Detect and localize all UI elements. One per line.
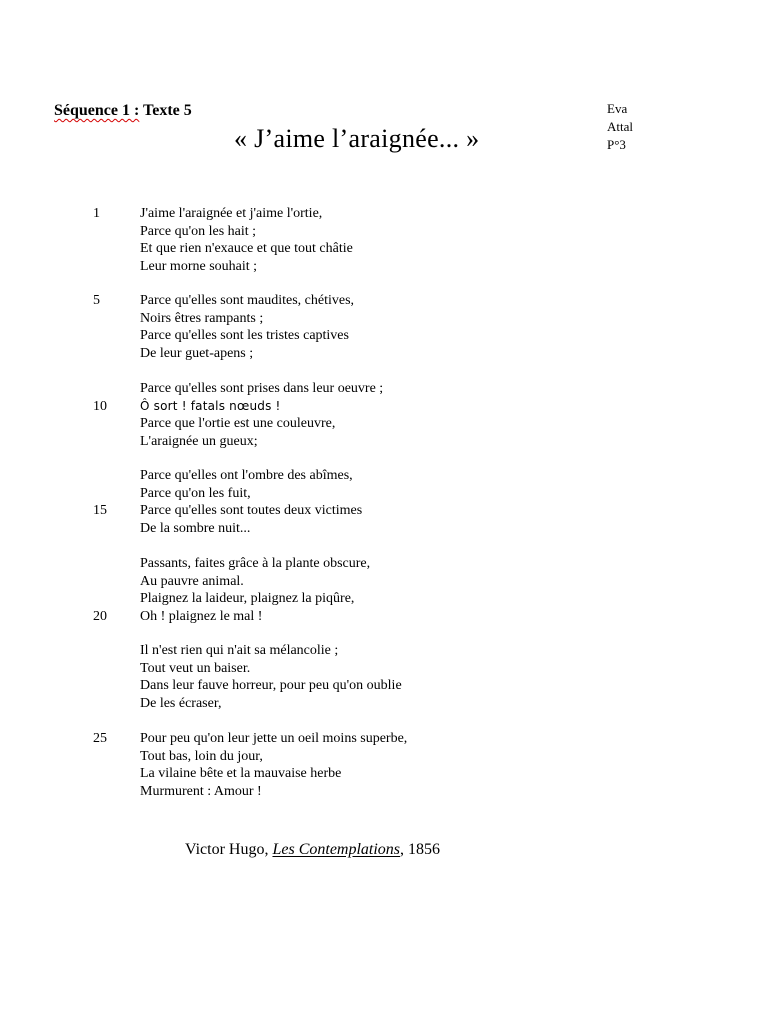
- line-text: Ô sort ! fatals nœuds !: [140, 398, 281, 413]
- poem-line: [0, 748, 768, 766]
- poem-line: [0, 695, 768, 713]
- stanza: [0, 292, 768, 362]
- line-text: De la sombre nuit...: [140, 520, 251, 536]
- line-number: 5: [93, 293, 100, 308]
- line-text: Parce qu'elles sont prises dans leur oeuvre ;: [140, 381, 384, 396]
- poem-line: [0, 205, 768, 223]
- poem-line: [0, 380, 768, 398]
- stanza: [0, 555, 768, 625]
- line-text: Pour peu qu'on leur jette un oeil moins superbe,: [140, 731, 408, 746]
- poem-credit: [185, 840, 440, 860]
- line-text: Murmurent : Amour !: [140, 783, 262, 799]
- poem-line: [0, 573, 768, 591]
- poem-line: [0, 783, 768, 801]
- line-number: 10: [93, 398, 107, 414]
- line-text: De leur guet-apens ;: [140, 345, 254, 361]
- poem-line: [0, 555, 768, 573]
- credit-work-title: Les Contemplations: [272, 841, 401, 858]
- stanza: [0, 205, 768, 275]
- sequence-heading: [54, 101, 192, 121]
- line-text: L'araignée un gueux;: [140, 433, 258, 449]
- poem-line: [0, 485, 768, 503]
- poem-line: [0, 240, 768, 258]
- poem-line: [0, 677, 768, 695]
- poem-line: [0, 345, 768, 363]
- student-last-name: Attal: [607, 119, 633, 134]
- poem-line: [0, 660, 768, 678]
- stanza: [0, 380, 768, 450]
- line-number: 1: [93, 206, 100, 221]
- credit-author: Victor Hugo,: [185, 841, 269, 858]
- poem-title: « J’aime l’araignée... »: [234, 124, 480, 153]
- line-text: Tout bas, loin du jour,: [140, 748, 263, 764]
- line-text: Parce qu'elles sont toutes deux victimes: [140, 503, 363, 518]
- student-info: [607, 100, 633, 154]
- line-text: Plaignez la laideur, plaignez la piqûre,: [140, 591, 355, 606]
- poem-line: [0, 398, 768, 416]
- poem-line: [0, 608, 768, 626]
- poem-line: [0, 258, 768, 276]
- stanza: [0, 467, 768, 537]
- poem-line: [0, 310, 768, 328]
- poem-line: [0, 520, 768, 538]
- line-number: 15: [93, 503, 107, 518]
- line-text: Passants, faites grâce à la plante obscure,: [140, 556, 371, 571]
- stanza: [0, 642, 768, 712]
- line-text: La vilaine bête et la mauvaise herbe: [140, 766, 342, 781]
- line-text: Dans leur fauve horreur, pour peu qu'on oublie: [140, 678, 402, 693]
- credit-year: , 1856: [400, 841, 441, 858]
- poem-line: [0, 467, 768, 485]
- poem-line: [0, 415, 768, 433]
- line-text: Au pauvre animal.: [140, 573, 244, 589]
- text-label: Texte 5: [143, 102, 192, 119]
- line-text: J'aime l'araignée et j'aime l'ortie,: [140, 206, 323, 221]
- line-text: Parce qu'on les fuit,: [140, 485, 251, 501]
- student-class: P°3: [607, 137, 626, 152]
- line-text: Parce qu'elles sont les tristes captives: [140, 328, 349, 343]
- poem-line: [0, 433, 768, 451]
- poem-line: [0, 730, 768, 748]
- student-first-name: Eva: [607, 101, 628, 116]
- line-text: Parce qu'on les hait ;: [140, 223, 257, 239]
- sequence-label: Séquence 1 :: [54, 102, 140, 119]
- poem-line: [0, 765, 768, 783]
- line-text: Parce qu'elles sont maudites, chétives,: [140, 293, 355, 308]
- poem-line: [0, 642, 768, 660]
- poem-line: [0, 327, 768, 345]
- poem-line: [0, 223, 768, 241]
- line-text: Leur morne souhait ;: [140, 258, 258, 274]
- line-text: Il n'est rien qui n'ait sa mélancolie ;: [140, 643, 339, 658]
- poem-line: [0, 590, 768, 608]
- line-text: Oh ! plaignez le mal !: [140, 608, 263, 624]
- line-text: De les écraser,: [140, 695, 222, 711]
- line-text: Parce que l'ortie est une couleuvre,: [140, 416, 336, 431]
- poem-line: [0, 502, 768, 520]
- line-number: 25: [93, 731, 107, 746]
- line-text: Et que rien n'exauce et que tout châtie: [140, 241, 353, 256]
- line-text: Tout veut un baiser.: [140, 660, 251, 676]
- poem-line: [0, 292, 768, 310]
- stanza: [0, 730, 768, 800]
- line-number: 20: [93, 608, 107, 624]
- line-text: Noirs êtres rampants ;: [140, 310, 264, 326]
- line-text: Parce qu'elles ont l'ombre des abîmes,: [140, 468, 353, 483]
